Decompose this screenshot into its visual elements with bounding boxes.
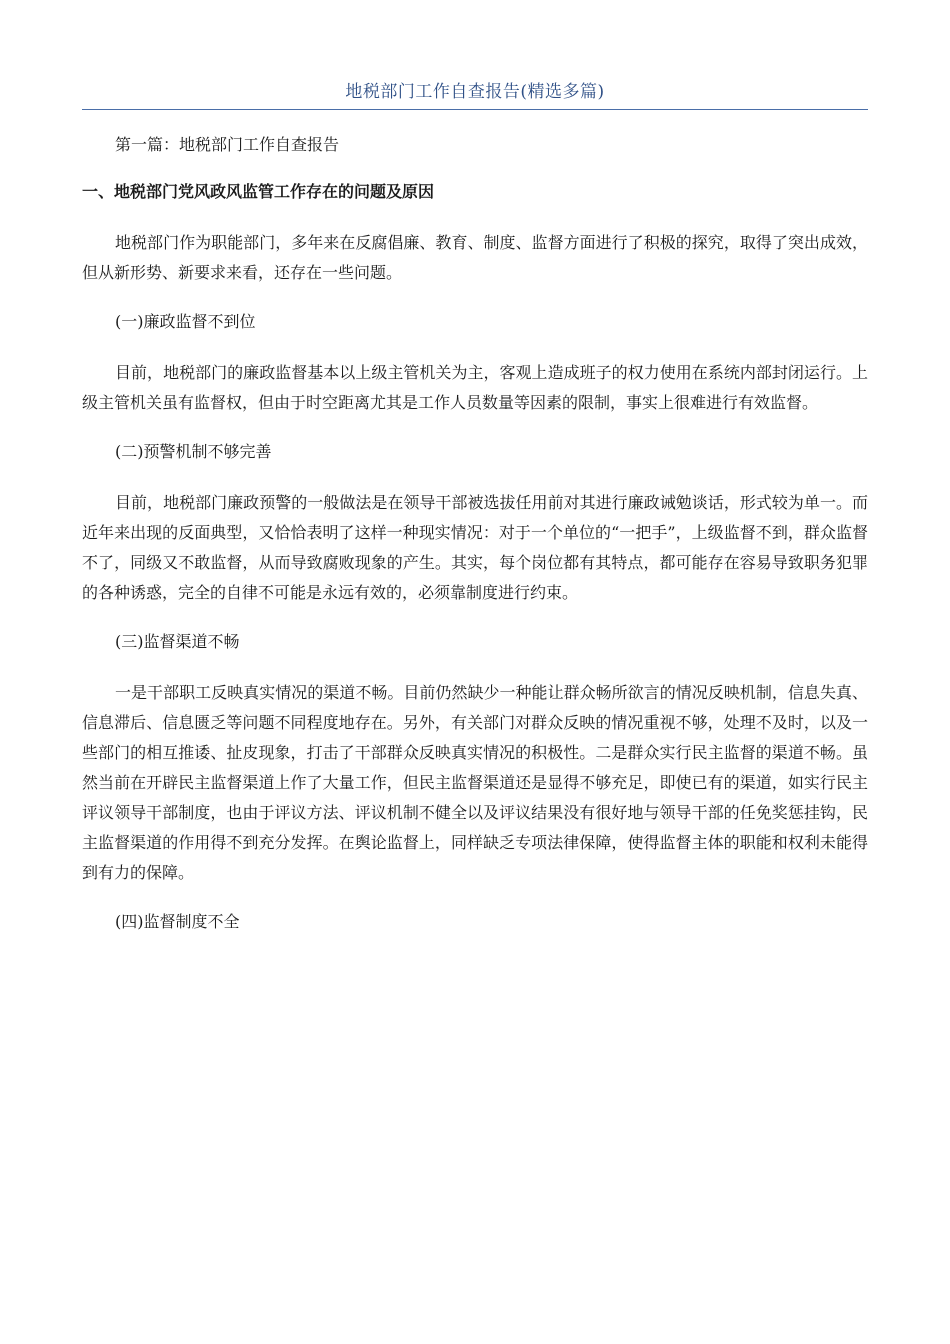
section-heading: 一、地税部门党风政风监管工作存在的问题及原因 <box>82 182 435 201</box>
subsection-heading-3: (三)监督渠道不畅 <box>115 632 240 651</box>
subsection-paragraph-1: 目前，地税部门的廉政监督基本以上级主管机关为主，客观上造成班子的权力使用在系统内部封闭运行。上级主管机关虽有监督权，但由于时空距离尤其是工作人员数量等因素的限制，事实上很难进行有效监督。 <box>82 363 868 412</box>
subsection-paragraph-3: 一是干部职工反映真实情况的渠道不畅。目前仍然缺少一种能让群众畅所欲言的情况反映机制，信息失真、信息滞后、信息匮乏等问题不同程度地存在。另外，有关部门对群众反映的情况重视不够，处理不及时，以及一些部门的相互推诿、扯皮现象，打击了干部群众反映真实情况的积极性。二是群众实行民主监督的渠道不畅。虽然当前在开辟民主监督渠道上作了大量工作，但民主监督渠道还是显得不够充足，即使已有的渠道，如实行民主评议领导干部制度，也由于评议方法、评议机制不健全以及评议结果没有很好地与领导干部的任免奖惩挂钩，民主监督渠道的作用得不到充分发挥。在舆论监督上，同样缺乏专项法律保障，使得监督主体的职能和权利未能得到有力的保障。 <box>82 683 868 882</box>
intro-paragraph: 地税部门作为职能部门，多年来在反腐倡廉、教育、制度、监督方面进行了积极的探究，取得了突出成效，但从新形势、新要求来看，还存在一些问题。 <box>82 233 868 282</box>
subsection-heading-2: (二)预警机制不够完善 <box>115 442 272 461</box>
subsection-paragraph-2: 目前，地税部门廉政预警的一般做法是在领导干部被选拔任用前对其进行廉政诫勉谈话，形式较为单一。而近年来出现的反面典型，又恰恰表明了这样一种现实情况：对于一个单位的“一把手”，上级监督不到，群众监督不了，同级又不敢监督，从而导致腐败现象的产生。其实，每个岗位都有其特点，都可能存在容易导致职务犯罪的各种诱惑，完全的自律不可能是永远有效的，必须靠制度进行约束。 <box>82 493 868 602</box>
document-page <box>82 78 868 934</box>
subsection-heading-1: (一)廉政监督不到位 <box>115 312 256 331</box>
part-heading: 第一篇：地税部门工作自查报告 <box>115 135 340 154</box>
title-divider <box>82 109 868 110</box>
document-title: 地税部门工作自查报告(精选多篇) <box>345 82 605 102</box>
subsection-heading-4: (四)监督制度不全 <box>115 912 240 931</box>
